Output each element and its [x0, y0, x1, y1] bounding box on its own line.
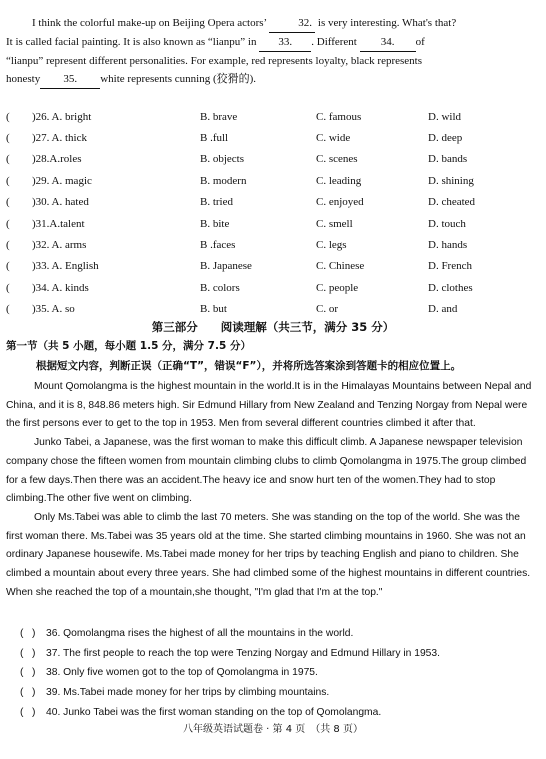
- option-a: )30. A. hated: [32, 196, 89, 209]
- option-row: [6, 299, 536, 320]
- subsection-title: 第一节（共 5 小题，每小题 1.5 分，满分 7.5 分）: [6, 340, 251, 352]
- passage-text: white represents cunning (狡猾的).: [100, 73, 257, 85]
- answer-paren[interactable]: (: [6, 196, 10, 209]
- option-c: C. famous: [316, 110, 362, 123]
- option-b: B. brave: [200, 110, 238, 123]
- passage-line: [6, 70, 534, 89]
- tf-text: 39. Ms.Tabei made money for her trips by climbing mountains.: [46, 687, 330, 699]
- answer-paren[interactable]: (: [6, 153, 10, 166]
- answer-paren[interactable]: ( ): [20, 706, 36, 718]
- answer-paren[interactable]: (: [6, 303, 10, 316]
- option-d: D. cheated: [428, 196, 476, 209]
- answer-paren[interactable]: ( ): [20, 667, 36, 679]
- option-row: [6, 234, 536, 255]
- cloze-options: [6, 106, 536, 320]
- answer-paren[interactable]: (: [6, 260, 10, 273]
- option-d: D. bands: [428, 153, 468, 166]
- option-d: D. touch: [428, 217, 466, 230]
- option-row: [6, 149, 536, 170]
- tf-text: 40. Junko Tabei was the first woman standing on the top of Qomolangma.: [46, 706, 382, 718]
- option-c: C. smell: [316, 217, 353, 230]
- passage-text: It is called facial painting. It is also known as “lianpu” in: [6, 36, 260, 48]
- option-a: )31.A.talent: [32, 217, 85, 230]
- answer-paren[interactable]: ( ): [20, 647, 36, 659]
- page-footer: 八年级英语试题卷 · 第 4 页 （共 8 页）: [183, 724, 363, 735]
- answer-paren[interactable]: (: [6, 281, 10, 294]
- blank-35: 35.: [40, 70, 100, 89]
- answer-paren[interactable]: (: [6, 239, 10, 252]
- option-d: D. shining: [428, 174, 474, 187]
- passage-text: I think the colorful make-up on Beijing Opera actors’: [32, 17, 270, 29]
- option-a: )35. A. so: [32, 303, 75, 316]
- reading-paragraph: Only Ms.Tabei was able to climb the last 70 meters. She was standing on the top of the world. She was the first woman there. Ms.Tabei was 35 years old at the time. She started climbing mountains in 1960. She was not an ordinary Japanese housewife. Ms.Tabei made money for her trips by teaching English and piano to children. She climbed a mountain about every three years. She had climbed some of the highest mountains in different countries. When she reached the top of a mountain,she thought, "I'm glad that I'm at the top.": [6, 511, 531, 598]
- passage-text: . Different: [311, 36, 360, 48]
- option-b: B. but: [200, 303, 227, 316]
- passage-text: is very interesting. What's that?: [315, 17, 457, 29]
- tf-item: [20, 644, 530, 664]
- option-c: C. or: [316, 303, 338, 316]
- option-a: )29. A. magic: [32, 174, 92, 187]
- tf-item: [20, 683, 530, 703]
- tf-text: 38. Only five women got to the top of Qomolangma in 1975.: [46, 667, 318, 679]
- option-c: C. Chinese: [316, 260, 365, 273]
- passage-line: “lianpu” represent different personalities. For example, red represents loyalty, black represents: [6, 55, 423, 67]
- option-row: [6, 277, 536, 298]
- option-c: C. wide: [316, 132, 351, 145]
- option-row: [6, 213, 536, 234]
- option-b: B. Japanese: [200, 260, 252, 273]
- answer-paren[interactable]: (: [6, 217, 10, 230]
- cloze-passage: [6, 14, 534, 89]
- blank-32: 32.: [269, 14, 315, 33]
- option-d: D. clothes: [428, 281, 473, 294]
- reading-paragraph: Junko Tabei, a Japanese, was the first woman to make this difficult climb. A Japanese newspaper television company chose the fifteen women from mountain climbing clubs to climb Qomolangma in 1975.The group climbed for a few days.Then there was an accident.The heavy ice and snow hurt ten of the women.They had to stop climbing.The other five went on climbing.: [6, 437, 527, 505]
- option-b: B .full: [200, 132, 229, 145]
- option-b: B. colors: [200, 281, 240, 294]
- blank-34: 34.: [360, 33, 416, 52]
- option-b: B. modern: [200, 174, 247, 187]
- option-a: )34. A. kinds: [32, 281, 89, 294]
- blank-33: 33.: [259, 33, 311, 52]
- tf-item: [20, 663, 530, 683]
- option-b: B. objects: [200, 153, 244, 166]
- instruction: 根据短文内容，判断正误（正确“T”，错误“F”），并将所选答案涂到答题卡的相应位置上。: [36, 360, 462, 372]
- reading-passage: [6, 378, 534, 602]
- option-a: )26. A. bright: [32, 110, 92, 123]
- answer-paren[interactable]: (: [6, 132, 10, 145]
- option-c: C. scenes: [316, 153, 358, 166]
- true-false-questions: [20, 624, 530, 722]
- answer-paren[interactable]: ( ): [20, 687, 36, 699]
- passage-line: [6, 14, 534, 33]
- tf-text: 36. Qomolangma rises the highest of all the mountains in the world.: [46, 628, 354, 640]
- option-c: C. people: [316, 281, 359, 294]
- answer-paren[interactable]: ( ): [20, 628, 36, 640]
- answer-paren[interactable]: (: [6, 174, 10, 187]
- option-d: D. hands: [428, 239, 468, 252]
- option-d: D. deep: [428, 132, 463, 145]
- passage-line: [6, 33, 534, 52]
- option-row: [6, 106, 536, 127]
- option-d: D. wild: [428, 110, 461, 123]
- option-a: )33. A. English: [32, 260, 99, 273]
- option-b: B .faces: [200, 239, 236, 252]
- option-c: C. legs: [316, 239, 347, 252]
- option-row: [6, 256, 536, 277]
- option-a: )28.A.roles: [32, 153, 82, 166]
- option-row: [6, 192, 536, 213]
- tf-text: 37. The first people to reach the top were Tenzing Norgay and Edmund Hillary in 1953.: [46, 647, 440, 659]
- option-row: [6, 127, 536, 148]
- option-d: D. and: [428, 303, 458, 316]
- option-c: C. enjoyed: [316, 196, 364, 209]
- option-a: )32. A. arms: [32, 239, 87, 252]
- passage-text: honesty: [6, 73, 41, 85]
- passage-text: of: [415, 36, 425, 48]
- option-b: B. tried: [200, 196, 233, 209]
- option-d: D. French: [428, 260, 472, 273]
- answer-paren[interactable]: (: [6, 110, 10, 123]
- option-c: C. leading: [316, 174, 362, 187]
- option-b: B. bite: [200, 217, 230, 230]
- reading-paragraph: Mount Qomolangma is the highest mountain in the world.It is in the Himalayas Mountains between Nepal and China, and it is 8, 848.86 meters high. Sir Edmund Hillary from New Zealand and Tenzing Norgay from Nepal were the first persons ever to get to the top in 1953. Men from several different countries climbed it after that.: [6, 381, 532, 430]
- tf-item: [20, 624, 530, 644]
- option-row: [6, 170, 536, 191]
- section-title: 第三部分 阅读理解（共三节，满分 35 分）: [151, 320, 395, 334]
- option-a: )27. A. thick: [32, 132, 87, 145]
